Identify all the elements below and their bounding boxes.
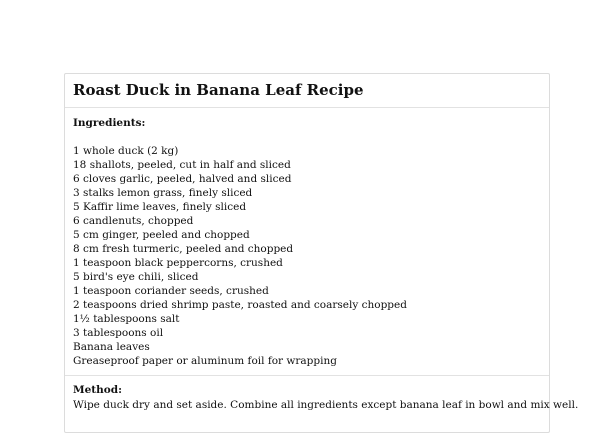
recipe-title: Roast Duck in Banana Leaf Recipe xyxy=(73,81,364,99)
ingredient-item: 1 whole duck (2 kg) xyxy=(73,145,179,157)
method-label: Method: xyxy=(73,384,123,396)
ingredient-item: 6 candlenuts, chopped xyxy=(73,215,194,227)
recipe-header xyxy=(65,74,549,108)
ingredient-item: 5 cm ginger, peeled and chopped xyxy=(73,229,250,241)
ingredient-item: Greaseproof paper or aluminum foil for wrapping xyxy=(73,355,337,367)
ingredient-item: 18 shallots, peeled, cut in half and sliced xyxy=(73,159,291,171)
method-text: Wipe duck dry and set aside. Combine all ingredients except banana leaf in bowl and mix well. xyxy=(73,399,579,411)
ingredient-item: 1 teaspoon black peppercorns, crushed xyxy=(73,257,283,269)
ingredient-item: 3 stalks lemon grass, finely sliced xyxy=(73,187,253,199)
ingredient-item: 1 teaspoon coriander seeds, crushed xyxy=(73,285,269,297)
ingredient-item: 2 teaspoons dried shrimp paste, roasted and coarsely chopped xyxy=(73,299,407,311)
ingredients-section xyxy=(65,108,549,368)
ingredient-item: 8 cm fresh turmeric, peeled and chopped xyxy=(73,243,294,255)
ingredient-item: 6 cloves garlic, peeled, halved and sliced xyxy=(73,173,292,185)
ingredient-item: 5 Kaffir lime leaves, finely sliced xyxy=(73,201,247,213)
method-section xyxy=(65,376,579,412)
ingredient-item: 3 tablespoons oil xyxy=(73,327,164,339)
ingredient-item: Banana leaves xyxy=(73,341,150,353)
ingredients-label: Ingredients: xyxy=(73,117,146,129)
ingredients-list xyxy=(73,144,541,368)
recipe-card xyxy=(64,73,579,433)
ingredient-item: 5 bird's eye chili, sliced xyxy=(73,271,199,283)
ingredient-item: 1½ tablespoons salt xyxy=(73,313,180,325)
